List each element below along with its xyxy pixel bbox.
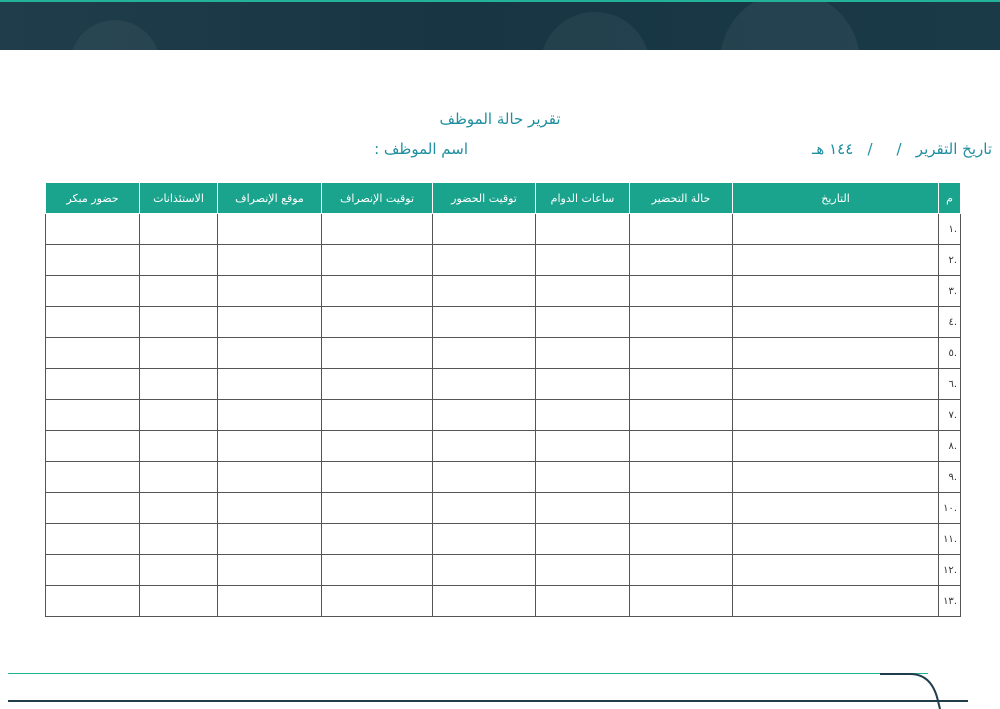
- table-row: [46, 524, 961, 555]
- table-cell[interactable]: [536, 245, 630, 276]
- table-row: [46, 369, 961, 400]
- table-cell[interactable]: [322, 493, 433, 524]
- row-number: .٣: [939, 276, 961, 307]
- table-cell[interactable]: [322, 338, 433, 369]
- table-cell[interactable]: [140, 586, 218, 617]
- table-cell[interactable]: [536, 307, 630, 338]
- table-cell[interactable]: [140, 245, 218, 276]
- table-row: [46, 586, 961, 617]
- table-cell[interactable]: [218, 462, 322, 493]
- footer-curve: [880, 673, 990, 709]
- table-cell[interactable]: [630, 524, 733, 555]
- table-cell[interactable]: [630, 493, 733, 524]
- column-header: توقيت الإنصراف: [322, 183, 433, 214]
- table-cell[interactable]: [433, 586, 536, 617]
- table-cell[interactable]: [536, 369, 630, 400]
- table-cell[interactable]: [536, 524, 630, 555]
- table-cell[interactable]: [322, 586, 433, 617]
- table-cell[interactable]: [536, 586, 630, 617]
- row-number: .١: [939, 214, 961, 245]
- table-cell[interactable]: [433, 338, 536, 369]
- table-cell[interactable]: [630, 245, 733, 276]
- table-cell[interactable]: [733, 338, 939, 369]
- table-row: [46, 493, 961, 524]
- table-cell[interactable]: [433, 524, 536, 555]
- table-cell[interactable]: [140, 214, 218, 245]
- table-cell[interactable]: [46, 214, 140, 245]
- table-row: [46, 214, 961, 245]
- table-cell[interactable]: [322, 307, 433, 338]
- table-cell[interactable]: [630, 586, 733, 617]
- row-number: .٥: [939, 338, 961, 369]
- table-cell[interactable]: [322, 555, 433, 586]
- table-cell[interactable]: [733, 214, 939, 245]
- table-cell[interactable]: [140, 493, 218, 524]
- attendance-table: [45, 182, 961, 617]
- table-row: [46, 307, 961, 338]
- table-cell[interactable]: [218, 338, 322, 369]
- table-cell[interactable]: [218, 586, 322, 617]
- row-number: .٨: [939, 431, 961, 462]
- table-cell[interactable]: [322, 369, 433, 400]
- table-cell[interactable]: [322, 276, 433, 307]
- table-row: [46, 462, 961, 493]
- column-header: توقيت الحضور: [433, 183, 536, 214]
- column-header: حضور مبكر: [46, 183, 140, 214]
- table-cell[interactable]: [433, 400, 536, 431]
- table-cell[interactable]: [733, 586, 939, 617]
- table-cell[interactable]: [733, 431, 939, 462]
- table-cell[interactable]: [536, 214, 630, 245]
- table-cell[interactable]: [733, 276, 939, 307]
- table-cell[interactable]: [218, 369, 322, 400]
- table-cell[interactable]: [433, 276, 536, 307]
- table-cell[interactable]: [140, 338, 218, 369]
- table-cell[interactable]: [536, 462, 630, 493]
- row-number: .١٣: [939, 586, 961, 617]
- table-cell[interactable]: [218, 245, 322, 276]
- table-cell[interactable]: [733, 493, 939, 524]
- table-cell[interactable]: [140, 369, 218, 400]
- column-header: حالة التحضير: [630, 183, 733, 214]
- table-cell[interactable]: [218, 431, 322, 462]
- table-cell[interactable]: [630, 214, 733, 245]
- column-header: م: [939, 183, 961, 214]
- table-cell[interactable]: [46, 400, 140, 431]
- table-cell[interactable]: [46, 245, 140, 276]
- table-cell[interactable]: [536, 400, 630, 431]
- table-cell[interactable]: [140, 524, 218, 555]
- table-cell[interactable]: [433, 493, 536, 524]
- table-cell[interactable]: [46, 338, 140, 369]
- employee-name-label: اسم الموظف :: [374, 140, 468, 158]
- table-cell[interactable]: [322, 214, 433, 245]
- table-cell[interactable]: [433, 307, 536, 338]
- column-header: ساعات الدوام: [536, 183, 630, 214]
- table-cell[interactable]: [630, 338, 733, 369]
- table-cell[interactable]: [433, 462, 536, 493]
- table-cell[interactable]: [630, 307, 733, 338]
- column-header: الاستئذانات: [140, 183, 218, 214]
- table-row: [46, 400, 961, 431]
- top-banner: [0, 0, 1000, 50]
- table-cell[interactable]: [140, 555, 218, 586]
- table-cell[interactable]: [46, 431, 140, 462]
- row-number: .٧: [939, 400, 961, 431]
- table-cell[interactable]: [46, 524, 140, 555]
- table-cell[interactable]: [733, 245, 939, 276]
- table-cell[interactable]: [733, 524, 939, 555]
- table-cell[interactable]: [140, 462, 218, 493]
- table-cell[interactable]: [46, 555, 140, 586]
- table-cell[interactable]: [536, 493, 630, 524]
- table-cell[interactable]: [140, 400, 218, 431]
- table-cell[interactable]: [322, 431, 433, 462]
- table-row: [46, 555, 961, 586]
- table-cell[interactable]: [733, 400, 939, 431]
- table-cell[interactable]: [218, 307, 322, 338]
- row-number: .١٠: [939, 493, 961, 524]
- table-cell[interactable]: [433, 555, 536, 586]
- table-cell[interactable]: [630, 555, 733, 586]
- table-cell[interactable]: [536, 338, 630, 369]
- footer-line: [8, 673, 928, 674]
- table-cell[interactable]: [433, 431, 536, 462]
- table-cell[interactable]: [46, 369, 140, 400]
- table-cell[interactable]: [630, 431, 733, 462]
- table-cell[interactable]: [630, 369, 733, 400]
- table-row: [46, 245, 961, 276]
- table-cell[interactable]: [733, 369, 939, 400]
- header-row: [46, 183, 961, 214]
- table-cell[interactable]: [630, 276, 733, 307]
- row-number: .٤: [939, 307, 961, 338]
- table-cell[interactable]: [218, 400, 322, 431]
- table-row: [46, 338, 961, 369]
- row-number: .٦: [939, 369, 961, 400]
- table-cell[interactable]: [733, 462, 939, 493]
- table-cell[interactable]: [630, 400, 733, 431]
- table-cell[interactable]: [140, 431, 218, 462]
- report-title: تقرير حالة الموظف: [439, 110, 561, 128]
- table-cell[interactable]: [322, 400, 433, 431]
- table-cell[interactable]: [536, 555, 630, 586]
- table-cell[interactable]: [322, 245, 433, 276]
- row-number: .٢: [939, 245, 961, 276]
- table-row: [46, 276, 961, 307]
- table-cell[interactable]: [733, 555, 939, 586]
- table-cell[interactable]: [218, 493, 322, 524]
- table-cell[interactable]: [218, 276, 322, 307]
- table-cell[interactable]: [46, 493, 140, 524]
- table-cell[interactable]: [140, 307, 218, 338]
- table-cell[interactable]: [218, 524, 322, 555]
- table-cell[interactable]: [322, 524, 433, 555]
- table-header: [46, 183, 961, 214]
- column-header: التاريخ: [733, 183, 939, 214]
- table-cell[interactable]: [46, 462, 140, 493]
- row-number: .١٢: [939, 555, 961, 586]
- table-cell[interactable]: [536, 276, 630, 307]
- footer-base-line: [8, 700, 968, 702]
- table-cell[interactable]: [536, 431, 630, 462]
- report-date-label: تاريخ التقرير / / ١٤٤ هـ: [812, 140, 992, 158]
- table-cell[interactable]: [433, 369, 536, 400]
- table-cell[interactable]: [733, 307, 939, 338]
- row-number: .١١: [939, 524, 961, 555]
- table-cell[interactable]: [218, 555, 322, 586]
- table-cell[interactable]: [140, 276, 218, 307]
- table-cell[interactable]: [630, 462, 733, 493]
- table-cell[interactable]: [433, 214, 536, 245]
- row-number: .٩: [939, 462, 961, 493]
- table-cell[interactable]: [218, 214, 322, 245]
- table-row: [46, 431, 961, 462]
- table-cell[interactable]: [433, 245, 536, 276]
- table-cell[interactable]: [46, 276, 140, 307]
- column-header: موقع الإنصراف: [218, 183, 322, 214]
- table-cell[interactable]: [322, 462, 433, 493]
- table-cell[interactable]: [46, 307, 140, 338]
- table-cell[interactable]: [46, 586, 140, 617]
- table-body: [46, 214, 961, 617]
